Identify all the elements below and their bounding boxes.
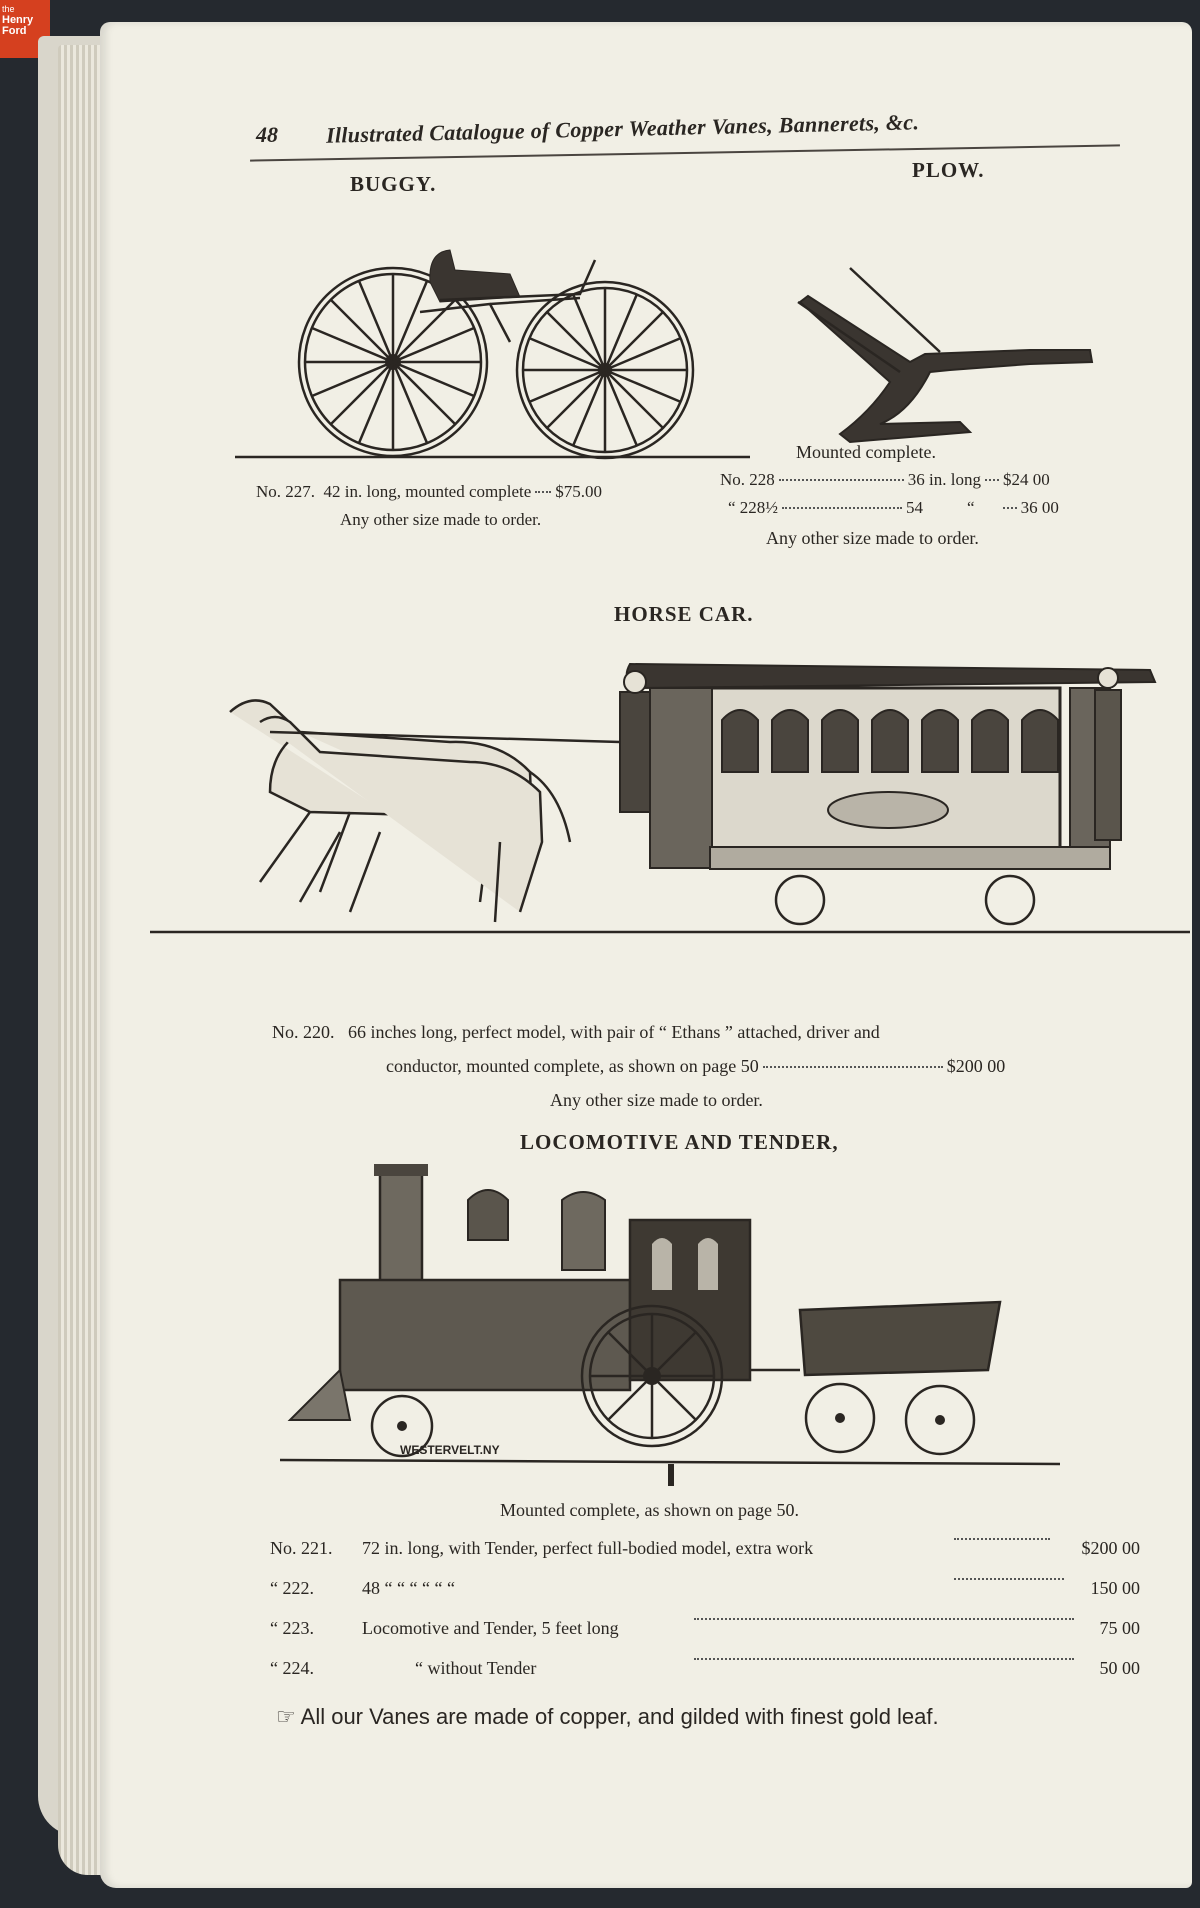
tender (800, 1302, 1000, 1454)
locomotive-engine (290, 1164, 750, 1420)
horses (230, 700, 570, 922)
plow-caption: PLOW. (912, 158, 985, 182)
plow-row1-no: No. 228 (720, 470, 775, 489)
buggy-item-no: No. 227. (256, 482, 316, 501)
price-row-desc: 48 “ “ “ “ “ “ (362, 1578, 455, 1598)
price-row-222 (270, 1578, 1140, 1618)
plow-other: Any other size made to order. (766, 528, 979, 548)
horse-car-illustration (150, 642, 1190, 972)
price-row-price: 75 00 (1099, 1618, 1140, 1638)
price-row-no: “ 222. (270, 1578, 314, 1598)
buggy-caption: BUGGY. (350, 172, 437, 196)
price-row-desc: 72 in. long, with Tender, perfect full-bodied model, extra work (362, 1538, 814, 1558)
engraver-signature: WESTERVELT.NY (400, 1443, 500, 1457)
horse-car-line-1 (272, 1022, 880, 1043)
horse-car-body (650, 688, 1110, 869)
locomotive-drive-wheel (582, 1306, 722, 1446)
running-title: Illustrated Catalogue of Copper Weather Vanes, Bannerets, &c. (325, 109, 920, 148)
horse-car-price: $200 00 (946, 1056, 1006, 1076)
price-row-no: “ 223. (270, 1618, 314, 1638)
logo-name-line1: Henry (2, 14, 34, 26)
buggy-item-price: $75.00 (555, 482, 603, 501)
locomotive-illustration (280, 1170, 1080, 1500)
horse-car-line-2 (386, 1056, 1005, 1077)
price-row-price: 150 00 (1090, 1578, 1140, 1598)
price-row-no: “ 224. (270, 1658, 314, 1678)
locomotive-caption: LOCOMOTIVE AND TENDER, (520, 1130, 839, 1154)
footer-note-text: All our Vanes are made of copper, and gilded with finest gold leaf. (300, 1704, 939, 1729)
price-row-221 (270, 1538, 1140, 1578)
driver-figure (620, 671, 650, 812)
catalogue-page (100, 22, 1192, 1888)
buggy-line-2: Any other size made to order. (340, 510, 542, 529)
buggy-illustration (210, 202, 670, 462)
plow-row1-price: $24 00 (1002, 470, 1050, 489)
plow-row2-no: “ 228½ (728, 498, 779, 517)
price-row-224 (270, 1658, 1140, 1698)
plow-row-2 (728, 498, 1059, 518)
locomotive-mounted: Mounted complete, as shown on page 50. (500, 1500, 799, 1520)
horse-car-wheels (150, 876, 1190, 932)
logo-the: the (2, 4, 15, 14)
horse-car-caption: HORSE CAR. (614, 602, 754, 626)
horse-car-desc-1: 66 inches long, perfect model, with pair of “ Ethans ” attached, driver and (348, 1022, 880, 1042)
horse-car-item-no: No. 220. (272, 1022, 335, 1042)
price-row-price: 50 00 (1099, 1658, 1140, 1678)
plow-row-1 (720, 470, 1050, 490)
plow-row2-ditto: “ (967, 498, 975, 517)
price-row-desc: “ without Tender (415, 1658, 537, 1678)
footer-note (276, 1704, 939, 1730)
logo-name-line2: Ford (2, 25, 27, 37)
plow-mounted: Mounted complete. (796, 442, 936, 462)
price-row-price: $200 00 (1081, 1538, 1140, 1558)
plow-row2-price: 36 00 (1020, 498, 1059, 517)
buggy-item-desc: 42 in. long, mounted complete (323, 482, 532, 501)
locomotive-price-list (270, 1538, 1140, 1698)
horse-car-roof (627, 664, 1155, 688)
price-row-desc: Locomotive and Tender, 5 feet long (362, 1618, 619, 1638)
conductor-figure (1095, 668, 1121, 840)
price-row-no: No. 221. (270, 1538, 333, 1558)
plow-illustration (790, 262, 1130, 442)
horse-car-line-3: Any other size made to order. (550, 1090, 763, 1110)
plow-row1-size: 36 in. long (907, 470, 981, 489)
horse-car-desc-2: conductor, mounted complete, as shown on page 50 (386, 1056, 759, 1076)
plow-row2-size: 54 (906, 498, 924, 517)
buggy-line-1 (256, 482, 602, 502)
page-number: 48 (256, 122, 278, 147)
price-row-223 (270, 1618, 1140, 1658)
pointing-hand-icon: ☞ (276, 1705, 296, 1730)
buggy-front-wheel (517, 282, 693, 458)
